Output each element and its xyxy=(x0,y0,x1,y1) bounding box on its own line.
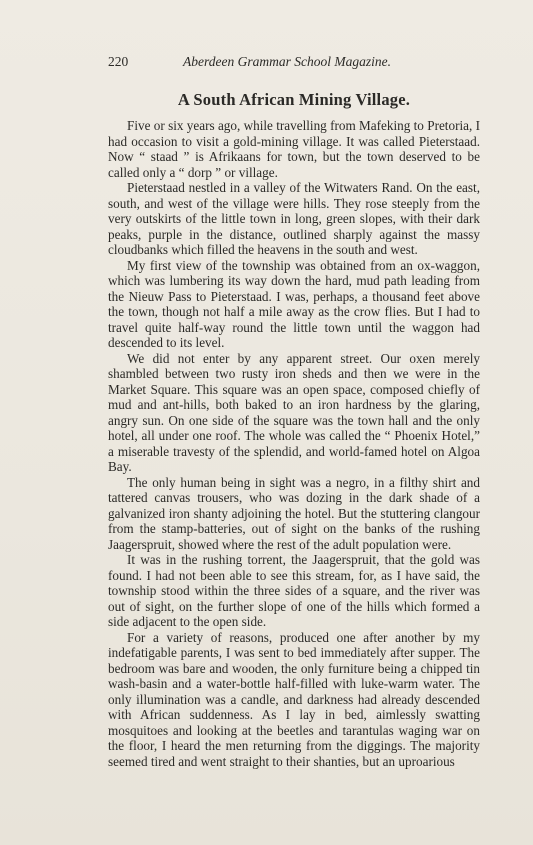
article-title: A South African Mining Village. xyxy=(177,90,411,109)
page-number: 220 xyxy=(108,54,129,69)
paragraph: For a variety of reasons, produced one after another by my indefatigable parents, I was sent to bed immediately after supper. The bedroom was bare and wooden, the only furniture being a chipped tin wash-basin and a water-bottle half-filled with luke-warm water. The only illumination was a candle, and darkness had already descended with African suddenness. As I lay in bed, aimlessly swatting mosquitoes and looking at the beetles and tarantulas waging war on the floor, I heard the men returning from the diggings. The majority seemed tired and went straight to their shanties, but an uproarious xyxy=(108,629,480,769)
paragraph: Pieterstaad nestled in a valley of the Witwaters Rand. On the east, south, and west of the village were hills. They rose steeply from the very outskirts of the little town in long, green slopes, with their dark peaks, purple in the distance, outlined sharply against the massy cloudbanks which filled the heavens in the south and west. xyxy=(108,180,480,257)
paragraph: Five or six years ago, while travelling from Mafeking to Pretoria, I had occasion to visit a gold-mining village. It was called Pieterstaad. Now “ staad ” is Afrikaans for town, but the town deserved to be called only a “ dorp ” or village. xyxy=(108,118,480,180)
article-body xyxy=(108,118,480,769)
paragraph: The only human being in sight was a negro, in a filthy shirt and tattered canvas trousers, who was dozing in the dark shade of a galvanized iron shanty adjoining the hotel. But the stuttering clangour from the stamp-batteries, out of sight on the banks of the rushing Jaagerspruit, showed where the rest of the adult population were. xyxy=(108,474,480,552)
paragraph: We did not enter by any apparent street. Our oxen merely shambled between two rusty iron sheds and then we were in the Market Square. This square was an open space, composed chiefly of mud and ant-hills, both baked to an iron hardness by the glaring, angry sun. On one side of the square was the town hall and the only hotel, all under one roof. The whole was called the “ Phoenix Hotel,” a miserable travesty of the splendid, and world-famed hotel on Algoa Bay. xyxy=(108,350,480,474)
paragraph: It was in the rushing torrent, the Jaagerspruit, that the gold was found. I had not been able to see this stream, for, as I have said, the township stood within the three sides of a square, and the river was out of sight, on the further slope of one of the hills which formed a side adjacent to the open side. xyxy=(108,552,480,629)
paragraph: My first view of the township was obtained from an ox-waggon, which was lumbering its way down the hard, mud path leading from the Nieuw Pass to Pieterstaad. I was, perhaps, a thousand feet above the town, though not half a mile away as the crow flies. But I had to travel quite half-way round the little town until the waggon had descended to its level. xyxy=(108,257,480,350)
running-title: Aberdeen Grammar School Magazine. xyxy=(183,54,391,69)
